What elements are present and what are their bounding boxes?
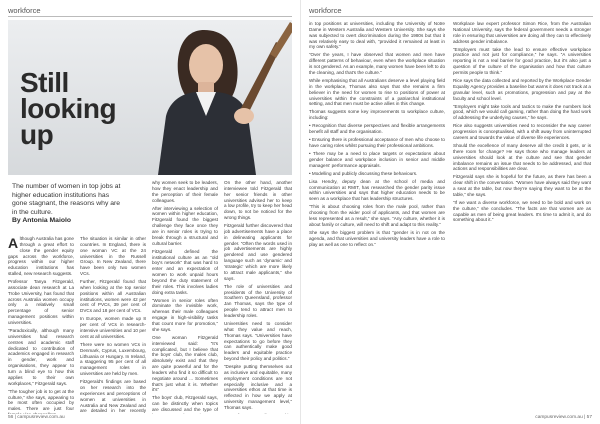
article-column-3	[152, 180, 218, 414]
article-column-1	[8, 236, 74, 414]
article-paragraph: “Employers might take tools and tactics to make the numbers look good, which we would call gaming, rather than doing the hard work of addressing the underlying causes,” he says.	[453, 103, 591, 121]
article-paragraph: Further, Fitzgerald found that when looking at the top senior positions within all Australian institutions, women were 42 per cent of PVCs, 39 per cent of DVCs and 18 per cent of VCs.	[80, 279, 146, 314]
article-paragraph: “Women in senior roles often dominate the invisible work, whereas their male colleagues engage in high-visibility tasks that count more for promotion,” she says.	[152, 297, 218, 332]
article-paragraph: There were no women VCs in Denmark, Cyprus, Luxembourg, Lithuania or Hungary. In Ireland, a staggering 95 per cent of all management roles in universities are held by men.	[80, 341, 146, 377]
article-paragraph: On the other hand, another interviewee told Fitzgerald that her senior friends in other universities advised her to keep a low profile, try to keep her head down, to not be noticed for the wrong things.	[224, 180, 292, 221]
header-rule	[309, 16, 593, 17]
article-paragraph: • Modelling and publicly discussing these behaviours.	[309, 170, 418, 176]
right-page	[300, 0, 600, 424]
article-paragraph: Fitzgerald says she is hopeful for the future, as there has been a clear shift in the conversation. “Women have always said they want a seat at the table, but now they're saying they want to be at the table,” she says.	[453, 174, 591, 197]
article-paragraph: One woman Fitzgerald interviewed said: “It's complicated, but I believe that the boys' club, the males club, absolutely exist and that they are quite powerful and for the leaders who find it so difficult to negotiate around ... Sometimes that's just what it is. Whether it's”	[152, 334, 218, 393]
article-paragraph: “The tougher job is to get at the culture,” she says, appearing to be most often occupied by males. There are just four	[8, 388, 74, 412]
article-paragraph: After interviewing a selection of women within higher education, Fitzgerald found the biggest challenge they face once they are in senior roles is trying to break through a structural and cultural barrier.	[152, 205, 218, 246]
article-paragraph: • Recognition that diverse perspectives and flexible arrangements benefit all staff and the organisation.	[309, 123, 445, 135]
article-paragraph: “Despite putting themselves out as inclusive and equitable, many employment conditions are not especially inclusive and a universities ethos at that time is reflected in how we apply at university management level,” Thomas says.	[224, 364, 292, 410]
article-paragraph: Professor Tanya Fitzgerald, associate dean research at La Trobe University, has found that across Australia women occupy only a relatively small percentage of senior management positions within universities.	[8, 279, 74, 325]
article-paragraph: Thomas suggests some key improvements to workplace culture, including:	[309, 109, 445, 121]
article-paragraph: why women seek to be leaders, how they enact leadership and the perception of their female colleagues.	[152, 180, 218, 203]
header-rule	[8, 16, 292, 17]
article-column-2	[80, 236, 146, 414]
article-paragraph: Should the excellence of many deserve all the credit it gets, or is there room for change? He says those who manage leaders at universities should look at the culture and see that gender imbalance remains an issue that needs to be addressed, and that actions and responsibilities are clear.	[453, 142, 591, 172]
byline: By Antonia Maiolo	[12, 217, 72, 225]
hero-image	[8, 20, 292, 175]
article-column-4	[224, 180, 292, 414]
article-column-1	[309, 21, 445, 413]
article-paragraph: “This is about choosing roles from the male pool, rather than choosing from the wider pool of applicants, and that women are less represented as a result,” she says. “Any culture, whether it is about family or culture, will need to shift and adapt to this reality.”	[309, 204, 445, 227]
article-paragraph: In Europe, women made up 8 per cent of VCs in research-intensive universities and 10 per cent at all universities.	[80, 316, 146, 339]
article-paragraph: Fitzgerald's findings are based on her research into the experiences and perceptions of women at universities in Australia and New Zealand and are detailed in her recently	[80, 379, 146, 414]
page-footer: 56 | campusreview.com.au	[8, 415, 65, 420]
article-paragraph: The role of universities and presidents of the University of Southern Queensland, professor Jan Thomas, says the type of people tend to attract men to leadership roles.	[224, 283, 292, 318]
article-paragraph: Fitzgerald further discovered that job advertisements have a place in delineating applicants for gender. “Often the words used in job advertisements are highly gendered and use gendered language such as ‘dynamic’ and ‘strategic’ which are more likely to attract male applicants,” she says.	[224, 223, 292, 281]
headline	[20, 67, 150, 150]
article-paragraph: “Paradoxically, although many universities had research centres and academic staff dedicated to contribution of academics engaged in research in gender, work and organisations, they appear to turn a blind eye to how this applies to their own workplaces,” Fitzgerald says.	[8, 328, 74, 386]
article-paragraph: “Over the years, I have observed that women and men have different patterns of behaviour, even when the workplace situation is not gendered. As an example, many women have been left to do the cleaning, and that's the culture.”	[309, 52, 445, 75]
article-paragraph: Fitzgerald defined the institutional culture as an “old boy's network” that was hard to enter and an expectation of women to work unpaid hours beyond the duty statement of their roles. This involves ladies doing extra tasks.	[152, 248, 218, 295]
page-footer: campusreview.com.au | 57	[535, 415, 592, 420]
headline-line: looking	[20, 93, 117, 124]
section-tag: workforce	[8, 6, 41, 15]
article-paragraph: “Employers must take the lead to ensure effective workplace practice and not just for compliance,” he says. “A universities reporting is not a real barrier for good practice, but it's also just a question of the culture of the organisation and how that culture permits people to think.”	[453, 46, 591, 75]
article-paragraph: Lisa Hendry, deputy dean at the school of media and communication at RMIT, has researched the gender parity issue within universities and says that higher education needs to be seen as a workplace that has leadership structures.	[309, 178, 445, 202]
standfirst	[12, 183, 122, 226]
article-paragraph: She says the biggest problem is that “gender is in not on the agenda, and that universities and university leaders have a role to play as well as one to reflect on.”	[309, 229, 445, 247]
article-column-2	[453, 21, 591, 413]
article-paragraph: Universities need to consider what they value and reach, Thomas says. “Universities have expectations to go before they can authentically make good leaders and equitable practice beyond their policy and politics.”	[224, 320, 292, 362]
section-tag: workforce	[309, 6, 342, 15]
article-paragraph: Workplace law expert professor Simon Rice, from the Australian National University, says the federal government needs a stronger role in ensuring that universities are doing all they can to effectively address gender imbalance.	[453, 21, 591, 44]
article-paragraph: “If we want a diverse workforce, we need to be bold and work on the culture,” she concludes. “The facts are that women are as capable as men of being great leaders. It's time to admit it, and do something about it.”	[453, 199, 591, 223]
article-paragraph: Rice says the data collected and reported by the Workplace Gender Equality Agency provides a baseline but warns it does not track at a granular level, such as promotions, progression and pay at the faculty and school level.	[453, 77, 591, 101]
drop-cap: A	[8, 236, 19, 251]
headline-line: up	[20, 119, 54, 150]
article-paragraph: Although Australia has gone through a great effort to close the gender equity gaps across the workforce, progress within our higher education institutions has stalled, new research suggests.	[8, 236, 74, 277]
headline-line: Still	[20, 67, 69, 98]
article-paragraph: • Ensuring there is professional acceptance of men who choose to have caring roles whilst pursuing their professional ambitions.	[309, 137, 445, 148]
article-paragraph: Rice also suggests universities need to reconsider the way career progression is conceptualised, with a shift away from uninterrupted careers and towards the value of diverse life experiences.	[453, 123, 591, 140]
article-paragraph: The boys' club, Fitzgerald says, can be distinctly when topics are discussed and the type of	[152, 395, 218, 413]
standfirst-text: The number of women in top jobs at higher education institutions has gone stagnant, the reasons why are in the culture.	[12, 183, 121, 216]
article-paragraph	[224, 413, 292, 414]
article-paragraph: • There may be a need to place targets or expectations about gender balance and workplace inclusion in senior and middle managers' performance appraisals.	[309, 151, 445, 168]
article-paragraph: The situation is similar in other countries. In England, there is one woman VC at the 24 universities in the Russell Group. In New Zealand, there have been only two women VCs.	[80, 236, 146, 277]
article-paragraph: in top positions at universities, including the University of Notre Dame in Western Australia and Western University. She says she was subjected to overt discrimination during the 1980s but that it was relatively easy to deal with, “provided it remained at least in my own safety.”	[309, 21, 445, 50]
article-paragraph: While emphasising that all Australians deserve a level playing field in the workplace, Thomas also says that she remains a firm believer in the need for women to rise to positions of power at universities within the constraints of a patriarchal institutional setting, and that men must be active allies in this change.	[309, 77, 445, 107]
